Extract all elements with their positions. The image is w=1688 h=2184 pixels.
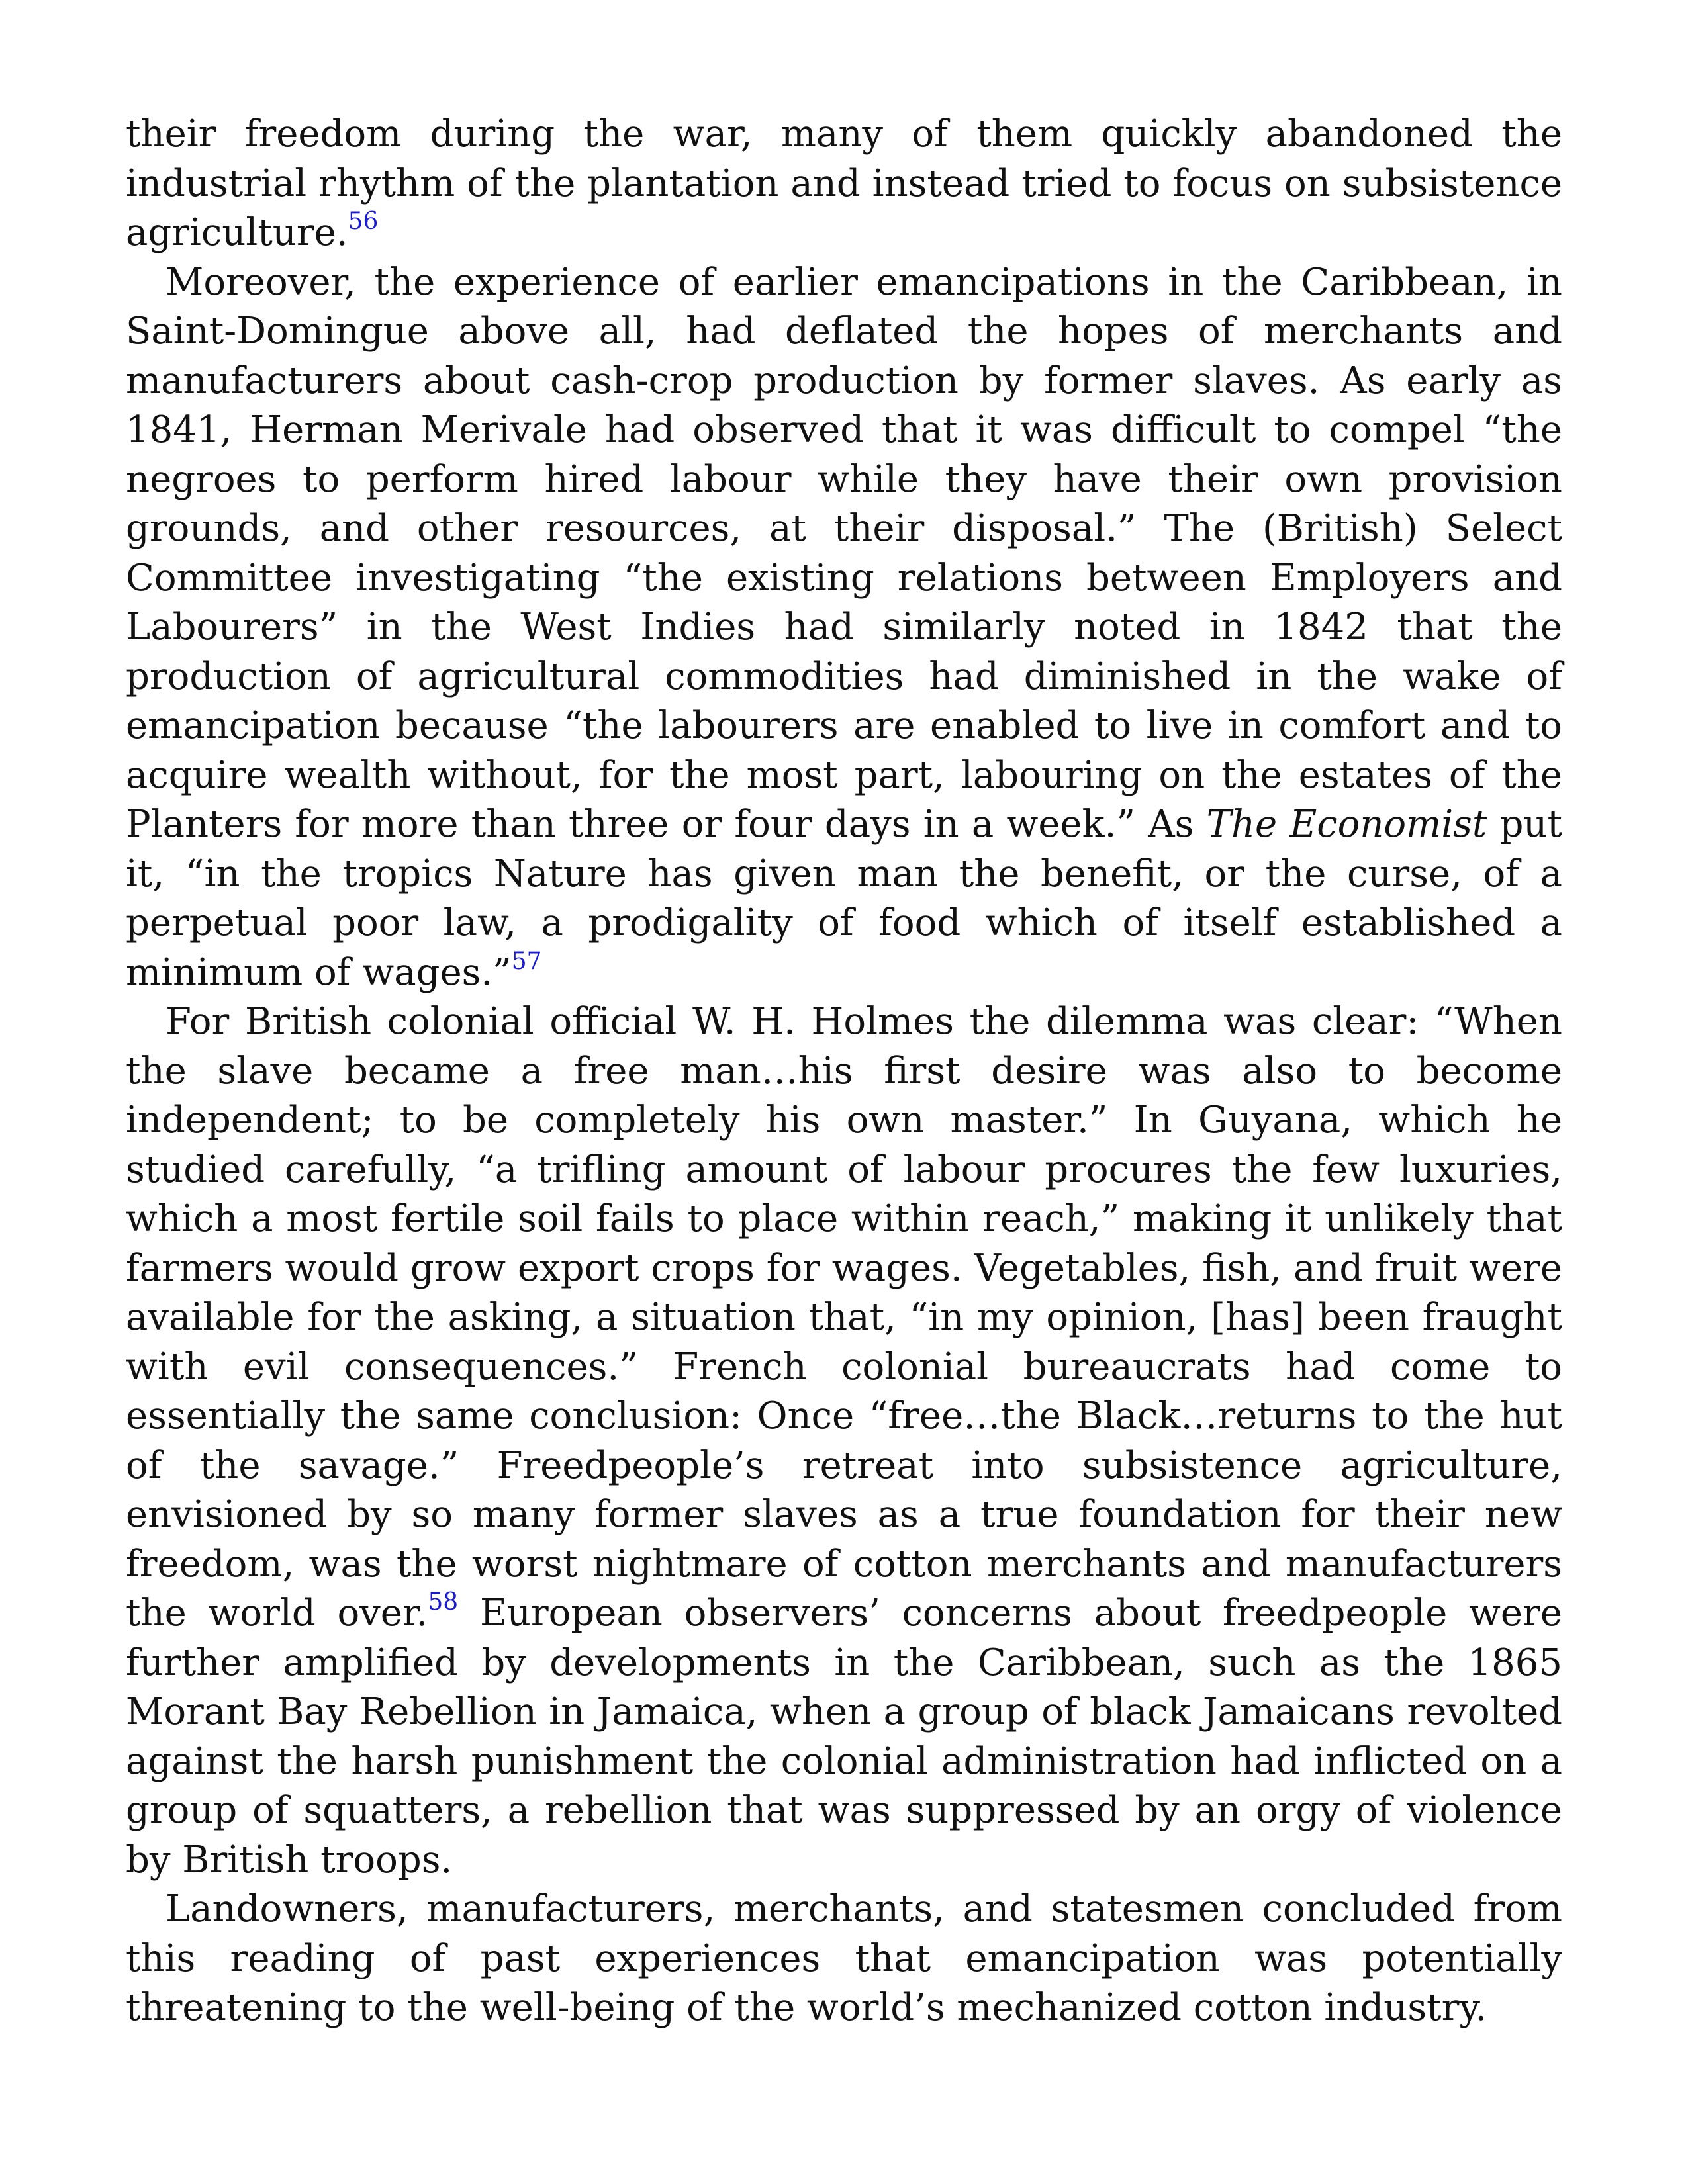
paragraph-2 (126, 258, 1562, 998)
paragraph-text: their freedom during the war, many of them quickly abandoned the industrial rhythm of the plantation and instead tried to focus on subsistence agriculture. (126, 113, 1562, 254)
footnote-link-58[interactable]: 58 (428, 1588, 459, 1615)
paragraph-text: Landowners, manufacturers, merchants, and statesmen concluded from this reading of past experiences that emancipation was potentially threatening to the well-being of the world’s mechanized cotton industry. (126, 1888, 1562, 2029)
paragraph-text: European observers’ concerns about freedpeople were further amplified by developments in the Caribbean, such as the 1865 Morant Bay Rebellion in Jamaica, when a group of black Jamaicans revolted against the harsh punishment the colonial administration had inflicted on a group of squatters, a rebellion that was suppressed by an orgy of violence by British troops. (126, 1592, 1562, 1882)
publication-title: The Economist (1206, 803, 1487, 846)
footnote-link-57[interactable]: 57 (511, 947, 542, 975)
paragraph-text: For British colonial official W. H. Holmes the dilemma was clear: “When the slave became a free man…his first desire was also to become independent; to be completely his own master.” In Guyana, which he studied carefully, “a trifling amount of labour procures the few luxuries, which a most fertile soil fails to place within reach,” making it unlikely that farmers would grow export crops for wages. Vegetables, fish, and fruit were available for the asking, a situation that, “in my opinion, [has] been fraught with evil consequences.” French colonial bureaucrats had come to essentially the same conclusion: Once “free…the Black…returns to the hut of the savage.” Freedpeople’s retreat into subsistence agriculture, envisioned by so many former slaves as a true foundation for their new freedom, was the worst nightmare of cotton merchants and manufacturers the world over. (126, 1000, 1562, 1635)
footnote-link-56[interactable]: 56 (348, 208, 379, 235)
paragraph-text: Moreover, the experience of earlier emancipations in the Caribbean, in Saint-Domingue above all, had deflated the hopes of merchants and manufacturers about cash-crop production by former slaves. As early as 1841, Herman Merivale had observed that it was difficult to compel “the negroes to perform hired labour while they have their own provision grounds, and other resources, at their disposal.” The (British) Select Committee investigating “the existing relations between Employers and Labourers” in the West Indies had similarly noted in 1842 that the production of agricultural commodities had diminished in the wake of emancipation because “the labourers are enabled to live in comfort and to acquire wealth without, for the most part, labouring on the estates of the Planters for more than three or four days in a week.” As (126, 260, 1562, 846)
document-page (126, 110, 1562, 2033)
paragraph-text: put it, “in the tropics Nature has given man the benefit, or the curse, of a perpetual poor law, a prodigality of food which of itself established a minimum of wages.” (126, 803, 1562, 994)
paragraph-1 (126, 110, 1562, 258)
paragraph-3 (126, 997, 1562, 1885)
paragraph-4 (126, 1885, 1562, 2033)
